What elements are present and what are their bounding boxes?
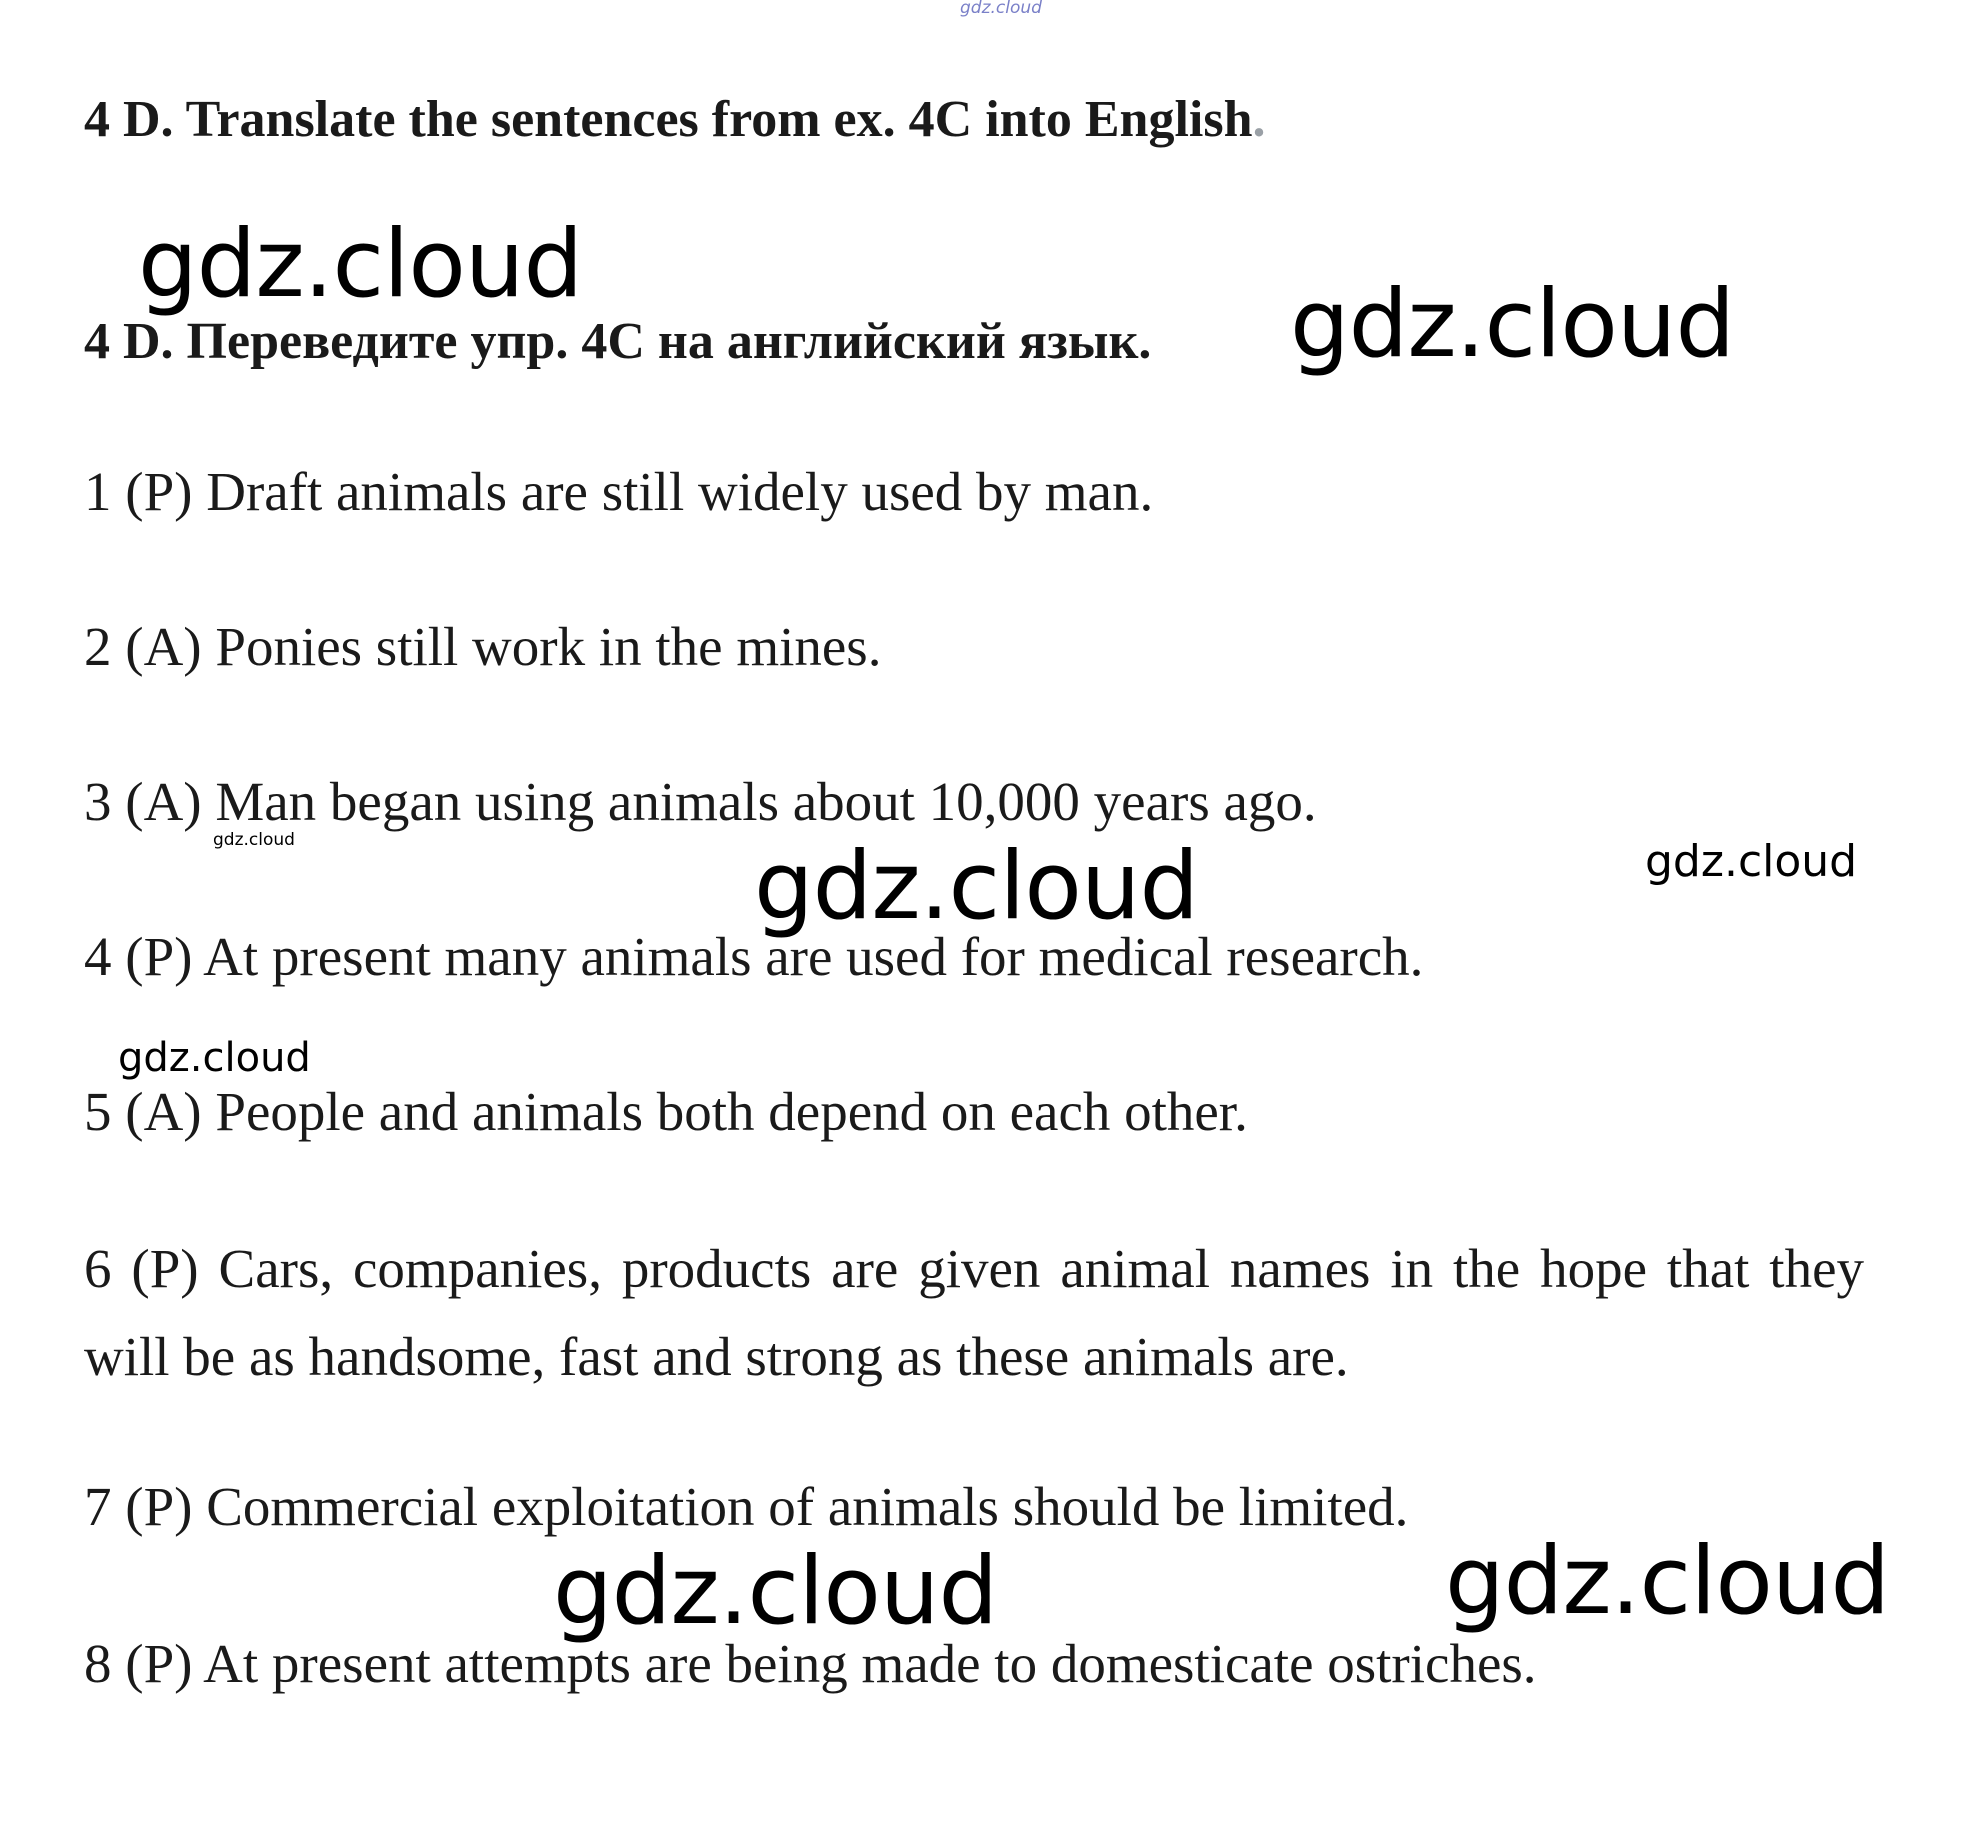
sentence-3: 3 (A) Man began using animals about 10,000 years ago.: [84, 771, 1317, 832]
exercise-heading-en-dot: .: [1252, 91, 1266, 148]
sentence-8: 8 (P) At present attempts are being made to domesticate ostriches.: [84, 1633, 1537, 1694]
sentence-6: 6 (P) Cars, companies, products are given animal names in the hope that they will be as handsome, fast and strong as these animals are.: [84, 1238, 1864, 1387]
header-watermark: gdz.cloud: [960, 0, 1042, 18]
watermark-3: gdz.cloud: [213, 830, 295, 850]
sentence-1: 1 (P) Draft animals are still widely used by man.: [84, 461, 1154, 522]
watermark-2: gdz.cloud: [1290, 270, 1735, 379]
watermark-5: gdz.cloud: [754, 832, 1199, 941]
exercise-heading-en-text: 4 D. Translate the sentences from ex. 4C into English: [84, 91, 1253, 148]
watermark-1: gdz.cloud: [138, 210, 583, 319]
watermark-4: gdz.cloud: [1645, 836, 1858, 887]
sentence-7: 7 (P) Commercial exploitation of animals should be limited.: [84, 1476, 1409, 1537]
exercise-heading-ru: 4 D. Переведите упр. 4C на английский язык.: [84, 313, 1152, 370]
sentence-4: 4 (P) At present many animals are used for medical research.: [84, 926, 1424, 987]
sentence-2: 2 (A) Ponies still work in the mines.: [84, 616, 882, 677]
watermark-8: gdz.cloud: [1445, 1527, 1890, 1636]
watermark-6: gdz.cloud: [118, 1035, 311, 1081]
exercise-heading-en: [84, 90, 1266, 149]
sentence-5: 5 (A) People and animals both depend on each other.: [84, 1081, 1248, 1142]
watermark-7: gdz.cloud: [553, 1537, 998, 1646]
